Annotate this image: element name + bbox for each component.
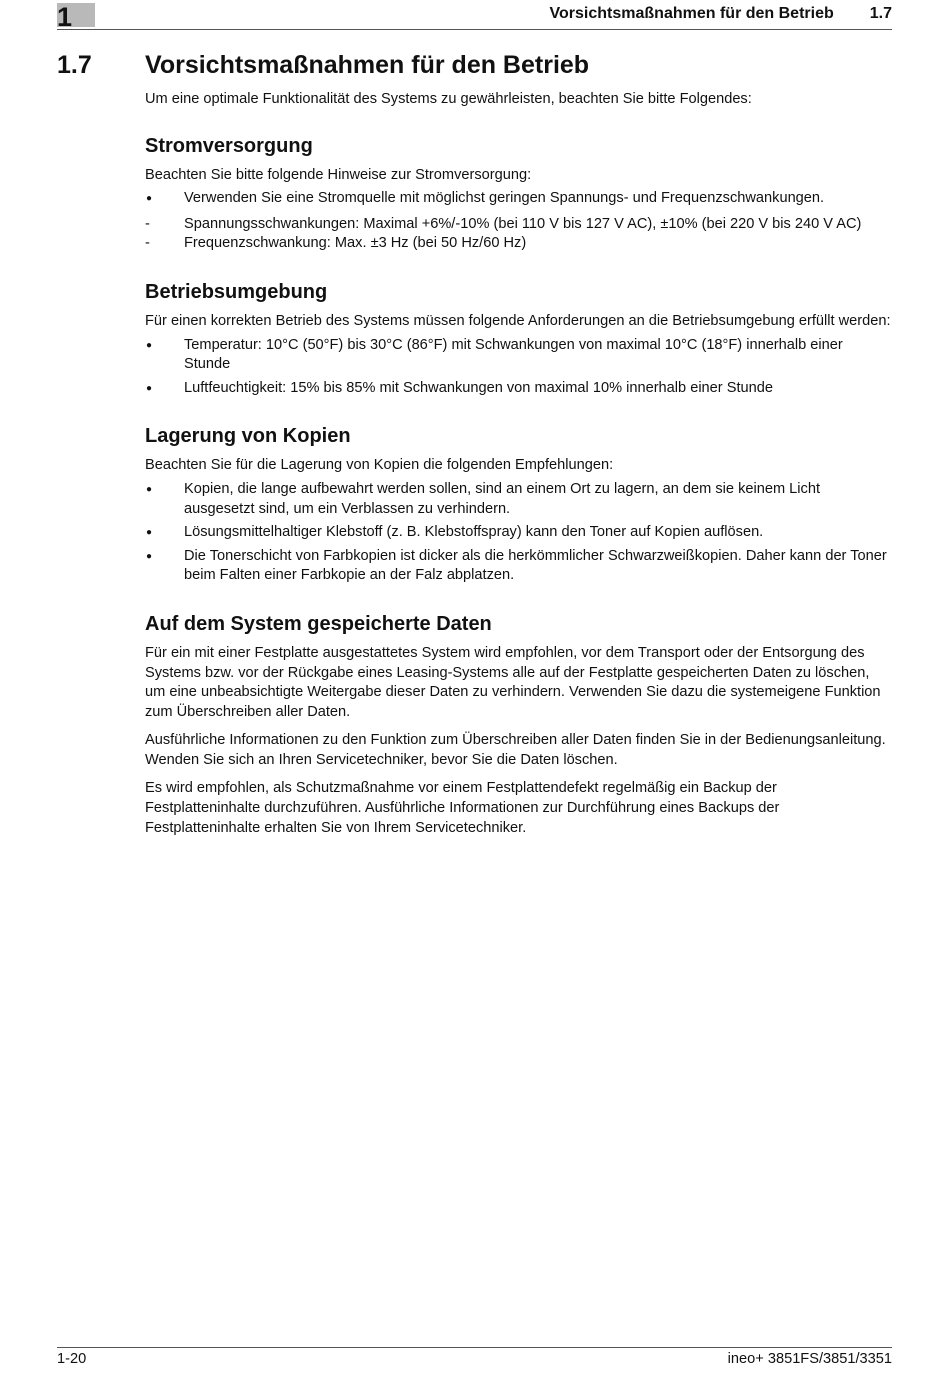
section-power	[145, 134, 893, 254]
list-item	[145, 523, 893, 543]
list-item-text: Lösungsmittelhaltiger Klebstoff (z. B. Klebstoffspray) kann den Toner auf Kopien auflösen.	[184, 524, 764, 541]
list-item	[145, 234, 893, 254]
running-header-section: 1.7	[869, 5, 892, 22]
list-item-text: Kopien, die lange aufbewahrt werden sollen, sind an einem Ort zu lagern, an dem sie keinem Licht ausgesetzt sind, um ein Verblassen zu verhindern.	[184, 480, 821, 517]
section-lead-environment: Für einen korrekten Betrieb des Systems müssen folgende Anforderungen an die Betriebsumgebung erfüllt werden:	[145, 312, 891, 329]
paragraph: Ausführliche Informationen zu den Funktion zum Überschreiben aller Daten finden Sie in der Bedienungsanleitung. Wenden Sie sich an Ihren Servicetechniker, bevor Sie die Daten löschen.	[145, 732, 886, 768]
list-item	[145, 336, 893, 375]
list-item-text: Spannungsschwankungen: Maximal +6%/-10% (bei 110 V bis 127 V AC), ±10% (bei 220 V bis 240 V AC)	[184, 215, 862, 232]
section-title-data: Auf dem System gespeicherte Daten	[145, 612, 492, 635]
list-item	[145, 189, 893, 209]
bullet-icon: ●	[146, 382, 153, 394]
bullet-icon: ●	[146, 483, 153, 495]
list-item	[145, 547, 893, 586]
section-title-environment: Betriebsumgebung	[145, 280, 328, 303]
list-item-text: Die Tonerschicht von Farbkopien ist dicker als die herkömmlicher Schwarzweißkopien. Daher kann der Toner beim Falten einer Farbkopie an der Falz abplatzen.	[184, 547, 887, 584]
list-item	[145, 215, 893, 235]
section-title-power: Stromversorgung	[145, 134, 313, 157]
intro-paragraph: Um eine optimale Funktionalität des Systems zu gewährleisten, beachten Sie bitte Folgendes:	[145, 91, 752, 107]
list-item-text: Verwenden Sie eine Stromquelle mit möglichst geringen Spannungs- und Frequenzschwankungen.	[184, 190, 825, 207]
header-rule	[57, 29, 892, 30]
paragraph: Es wird empfohlen, als Schutzmaßnahme vor einem Festplattendefekt regelmäßig ein Backup der Festplatteninhalte durchzuführen. Ausführliche Informationen zur Durchführung eines Backups der Festplatteninhalte erhalten Sie von Ihrem Servicetechniker.	[145, 780, 780, 836]
page-title	[57, 50, 589, 80]
page-number: 1-20	[57, 1351, 87, 1367]
running-header-title: Vorsichtsmaßnahmen für den Betrieb	[549, 5, 834, 22]
dash-marker: -	[145, 215, 150, 232]
section-storage	[145, 424, 893, 586]
bullet-icon: ●	[146, 339, 153, 351]
list-item-text: Luftfeuchtigkeit: 15% bis 85% mit Schwankungen von maximal 10% innerhalb einer Stunde	[184, 379, 773, 396]
bullet-icon: ●	[146, 550, 153, 562]
section-data	[145, 612, 893, 838]
page-title-text: Vorsichtsmaßnahmen für den Betrieb	[145, 51, 590, 79]
bullet-icon: ●	[146, 193, 153, 205]
page-content	[145, 90, 893, 860]
model-name: ineo+ 3851FS/3851/3351	[727, 1351, 892, 1367]
list-item-text: Temperatur: 10°C (50°F) bis 30°C (86°F) mit Schwankungen von maximal 10°C (18°F) innerhalb einer Stunde	[184, 336, 843, 373]
section-lead-power: Beachten Sie bitte folgende Hinweise zur Stromversorgung:	[145, 166, 532, 183]
chapter-number: 1	[57, 2, 73, 32]
dash-marker: -	[145, 235, 150, 252]
paragraph: Für ein mit einer Festplatte ausgestattetes System wird empfohlen, vor dem Transport oder der Entsorgung des Systems bzw. vor der Rückgabe eines Leasing-Systems alle auf der Festplatte gespeicherten Daten zu löschen, um eine unbeabsichtigte Weitergabe dieser Daten zu verhindern. Verwenden Sie dazu die systemeigene Funktion zum Überschreiben aller Daten.	[145, 644, 881, 720]
section-environment	[145, 280, 893, 398]
section-lead-storage: Beachten Sie für die Lagerung von Kopien die folgenden Empfehlungen:	[145, 457, 614, 474]
section-title-storage: Lagerung von Kopien	[145, 425, 351, 448]
list-item	[145, 480, 893, 519]
list-item	[145, 379, 893, 399]
footer-rule	[57, 1347, 892, 1348]
list-item-text: Frequenzschwankung: Max. ±3 Hz (bei 50 Hz/60 Hz)	[184, 235, 527, 252]
bullet-icon: ●	[146, 527, 153, 539]
running-header	[550, 5, 892, 23]
page-title-number: 1.7	[57, 51, 92, 79]
